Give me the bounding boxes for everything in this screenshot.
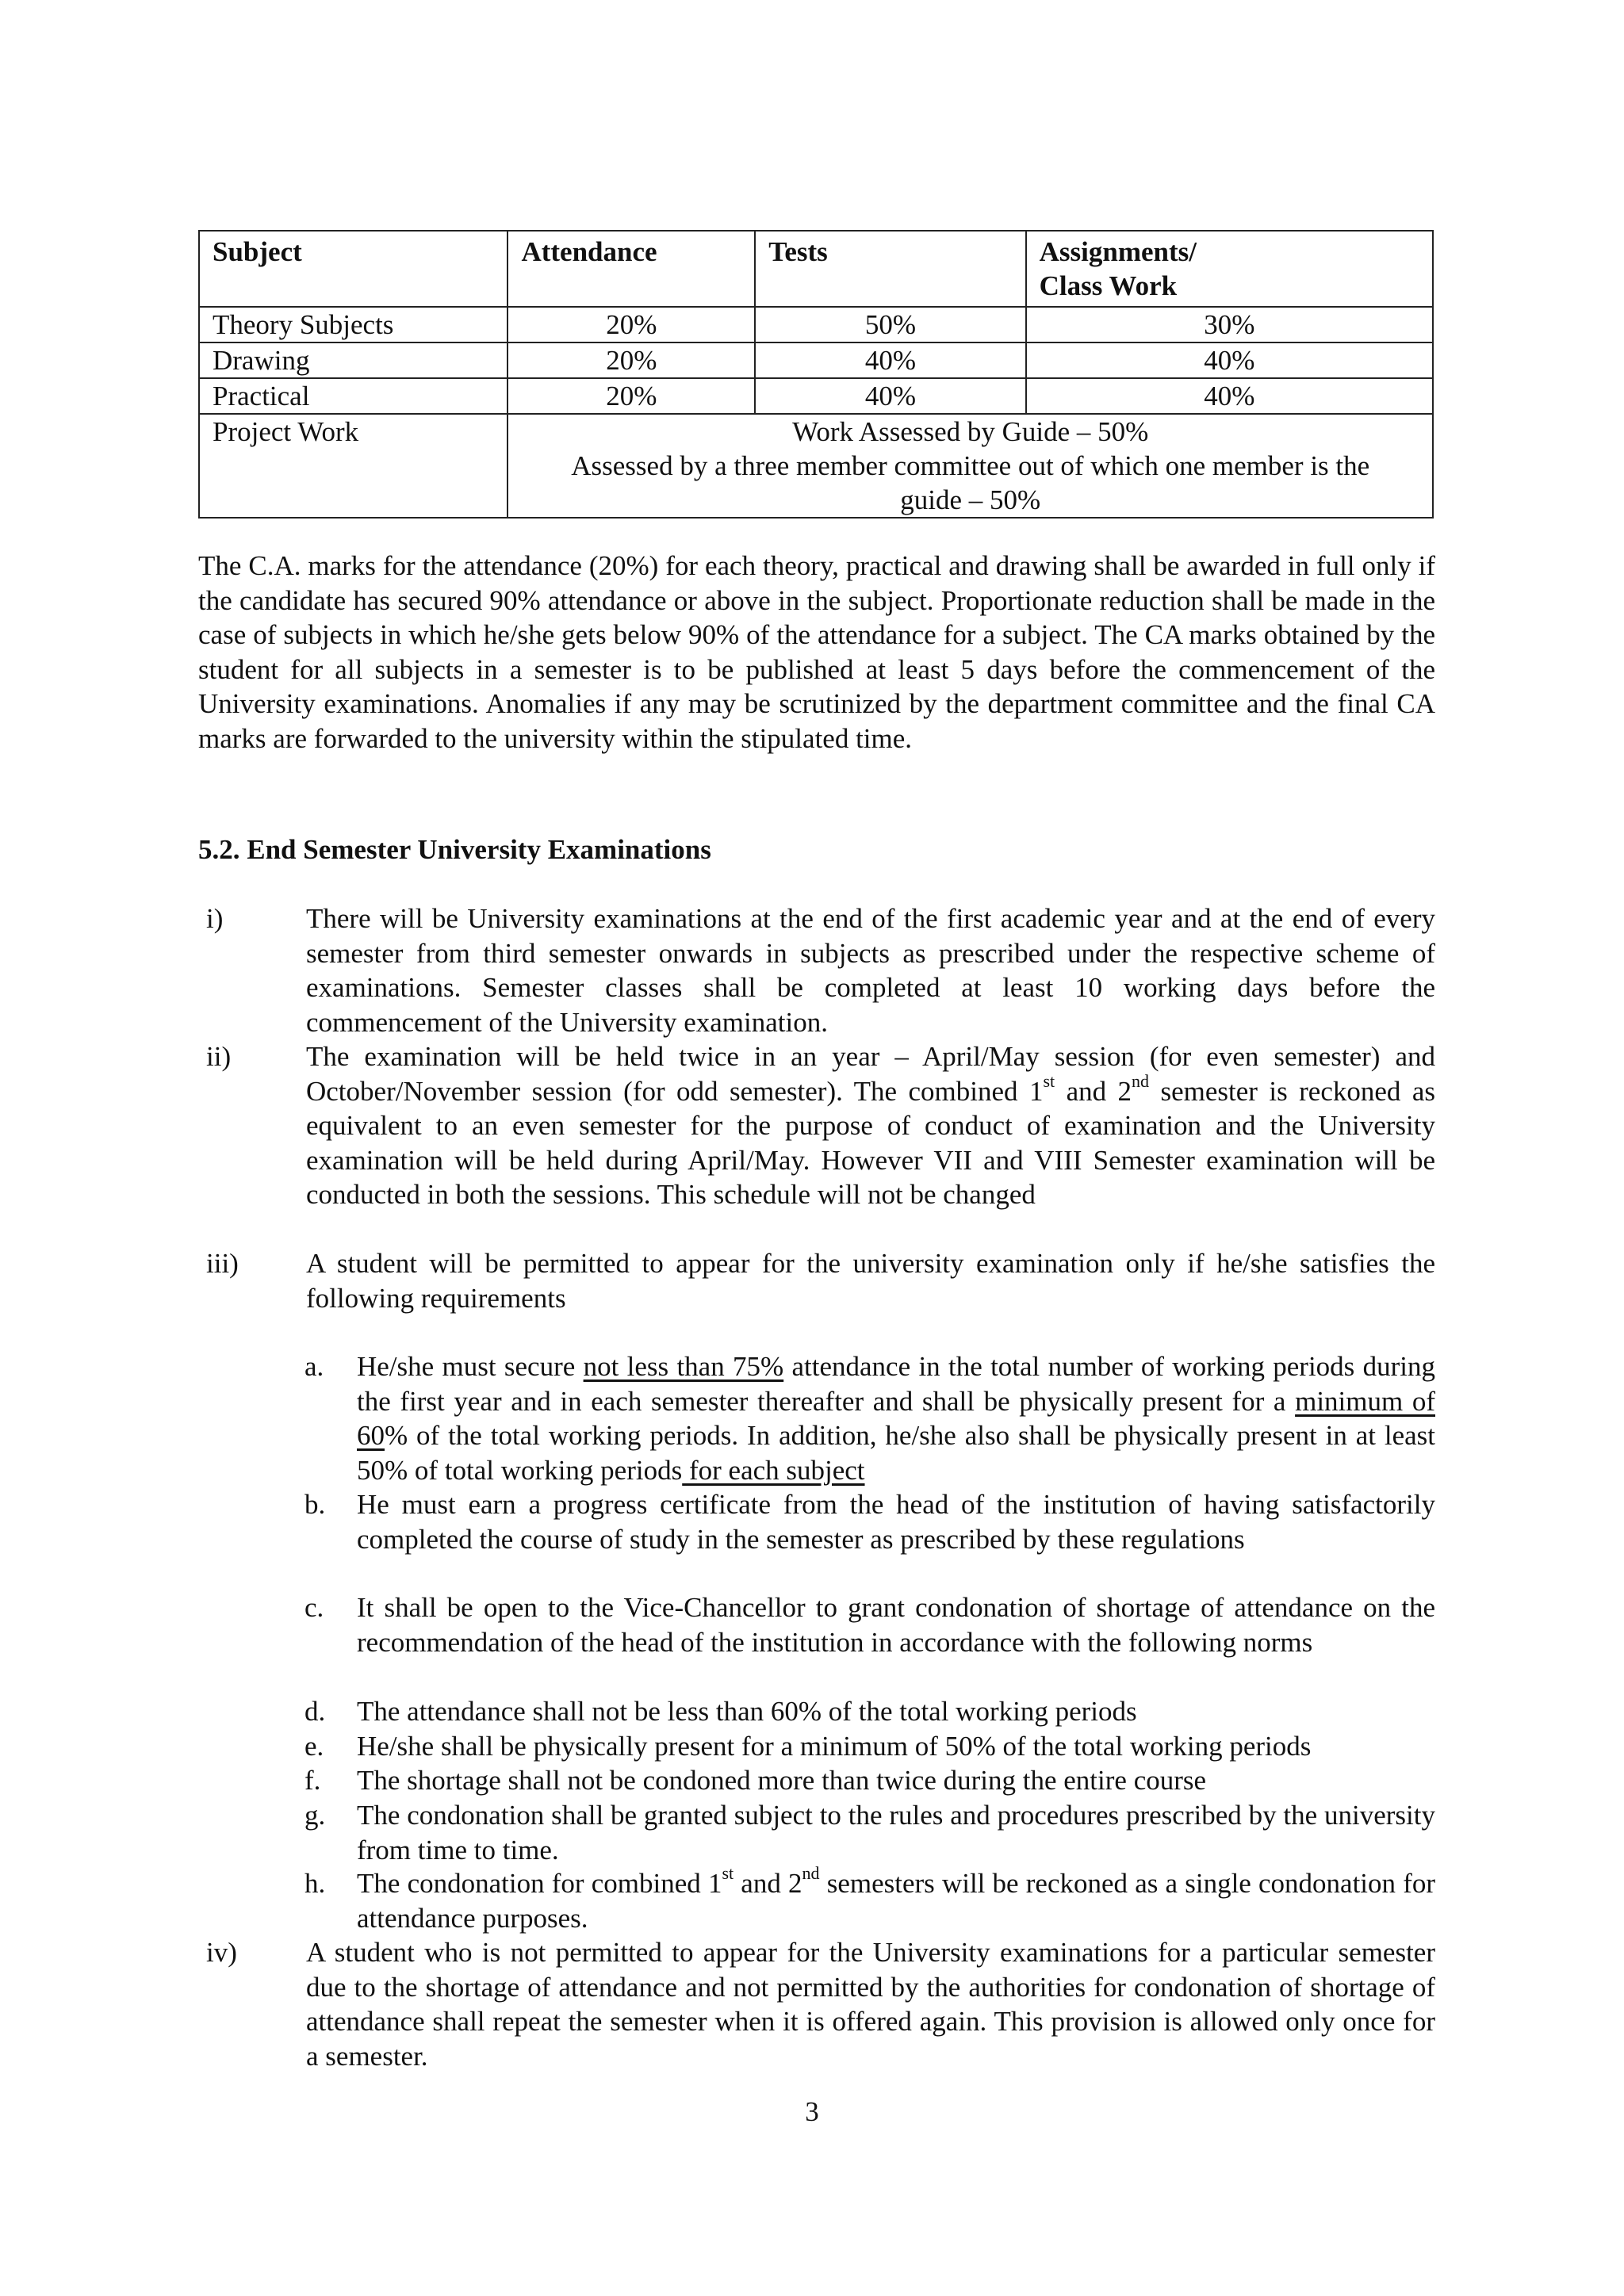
sub-item-text: The condonation shall be granted subject to the rules and procedures prescribed by the university from time to time. <box>357 1800 1435 1866</box>
item-text <box>306 1039 1435 1212</box>
text-run: He/she must secure <box>357 1351 584 1382</box>
sub-item-text: The attendance shall not be less than 60% of the total working periods <box>357 1696 1137 1727</box>
sub-item-text: He/she shall be physically present for a minimum of 50% of the total working periods <box>357 1731 1312 1762</box>
cell-subject: Project Work <box>199 414 508 518</box>
sub-item-letter: g. <box>304 1800 326 1831</box>
project-line-3: guide – 50% <box>900 484 1041 515</box>
header-attendance: Attendance <box>508 231 755 307</box>
project-line-2: Assessed by a three member committee out of which one member is the <box>571 450 1370 481</box>
table-header-row <box>199 231 1433 307</box>
item-number: ii) <box>206 1041 232 1072</box>
cell-attendance: 20% <box>508 307 755 342</box>
sub-item-letter: c. <box>304 1592 324 1623</box>
sub-item-letter: f. <box>304 1765 321 1796</box>
sub-item-text <box>357 1863 1436 1935</box>
text-run: semesters will be reckoned as a single condonation for attendance purposes. <box>357 1868 1436 1934</box>
cell-assignments: 40% <box>1026 378 1433 414</box>
cell-subject: Drawing <box>199 342 508 378</box>
cell-tests: 40% <box>755 378 1025 414</box>
header-assignments <box>1026 231 1433 307</box>
sub-item-letter: h. <box>304 1868 326 1899</box>
cell-assignments: 30% <box>1026 307 1433 342</box>
text-run: and 2 <box>733 1868 802 1899</box>
ca-marks-table <box>198 230 1434 519</box>
cell-assignments: 40% <box>1026 342 1433 378</box>
table-row-project <box>199 414 1433 518</box>
text-run: semester is reckoned as equivalent to an even semester for the purpose of conduct of examination and the University examination will be held during April/May. However VII and VIII Semester examination will be conducted in both the sessions. This schedule will not be changed <box>306 1075 1435 1210</box>
text-run: and 2 <box>1055 1075 1132 1107</box>
cell-project-assessment <box>508 414 1433 518</box>
header-assignments-line2: Class Work <box>1039 270 1178 301</box>
table-row <box>199 378 1433 414</box>
project-line-1: Work Assessed by Guide – 50% <box>792 416 1149 447</box>
cell-tests: 40% <box>755 342 1025 378</box>
cell-attendance: 20% <box>508 378 755 414</box>
item-number: iv) <box>206 1937 237 1968</box>
item-number: iii) <box>206 1248 239 1279</box>
header-subject: Subject <box>199 231 508 307</box>
superscript: st <box>722 1863 734 1884</box>
item-number: i) <box>206 903 224 934</box>
text-run: attendance in the total number of working periods during the first year and in each semester thereafter and shall be physically present for a <box>357 1351 1435 1417</box>
item-text: A student who is not permitted to appear for the University examinations for a particular semester due to the shortage of attendance and not permitted by the authorities for condonation of shortage of attendance shall repeat the semester when it is offered again. This provision is allowed only once for a semester. <box>306 1937 1435 2072</box>
cell-tests: 50% <box>755 307 1025 342</box>
underlined-text: for each subject <box>682 1454 865 1486</box>
ca-marks-paragraph: The C.A. marks for the attendance (20%) for each theory, practical and drawing shall be awarded in full only if the candidate has secured 90% attendance or above in the subject. Proportionate reduction shall be made in the case of subjects in which he/she gets below 90% of the attendance for a subject. The CA marks obtained by the student for all subjects in a semester is to be published at least 5 days before the commencement of the University examinations. Anomalies if any may be scrutinized by the department committee and the final CA marks are forwarded to the university within the stipulated time. <box>198 550 1435 754</box>
superscript: nd <box>1132 1070 1150 1091</box>
underlined-text: not less than 75% <box>583 1351 784 1382</box>
sub-item-letter: d. <box>304 1696 326 1727</box>
cell-attendance: 20% <box>508 342 755 378</box>
sub-item-letter: b. <box>304 1489 326 1520</box>
page-number: 3 <box>805 2096 819 2127</box>
sub-item-letter: e. <box>304 1731 324 1762</box>
text-run: % of the total working periods. In addition, he/she also shall be physically present in at least 50% of total working periods <box>357 1420 1435 1486</box>
item-text: A student will be permitted to appear for the university examination only if he/she satisfies the following requirements <box>306 1248 1435 1314</box>
cell-subject: Practical <box>199 378 508 414</box>
text-run: The examination will be held twice in an year – April/May session (for even semester) and October/November session (for odd semester). The combined 1 <box>306 1041 1435 1107</box>
table-row <box>199 342 1433 378</box>
sub-item-letter: a. <box>304 1351 324 1382</box>
section-heading: 5.2. End Semester University Examinations <box>198 834 711 865</box>
superscript: nd <box>802 1863 820 1884</box>
text-run: The condonation for combined 1 <box>357 1868 722 1899</box>
superscript: st <box>1043 1070 1055 1091</box>
header-tests: Tests <box>755 231 1025 307</box>
sub-item-text: The shortage shall not be condoned more than twice during the entire course <box>357 1765 1207 1796</box>
sub-item-text: It shall be open to the Vice-Chancellor to grant condonation of shortage of attendance on the recommendation of the head of the institution in accordance with the following norms <box>357 1592 1435 1658</box>
cell-subject: Theory Subjects <box>199 307 508 342</box>
underlined-text: minimum of 60 <box>357 1385 1435 1451</box>
sub-item-text <box>357 1349 1435 1487</box>
sub-item-text: He must earn a progress certificate from the head of the institution of having satisfactorily completed the course of study in the semester as prescribed by these regulations <box>357 1489 1435 1555</box>
header-assignments-line1: Assignments/ <box>1039 236 1197 267</box>
table-row <box>199 307 1433 342</box>
item-text: There will be University examinations at the end of the first academic year and at the end of every semester from third semester onwards in subjects as prescribed under the respective scheme of examinations. Semester classes shall be completed at least 10 working days before the commencement of the University examination. <box>306 903 1435 1038</box>
